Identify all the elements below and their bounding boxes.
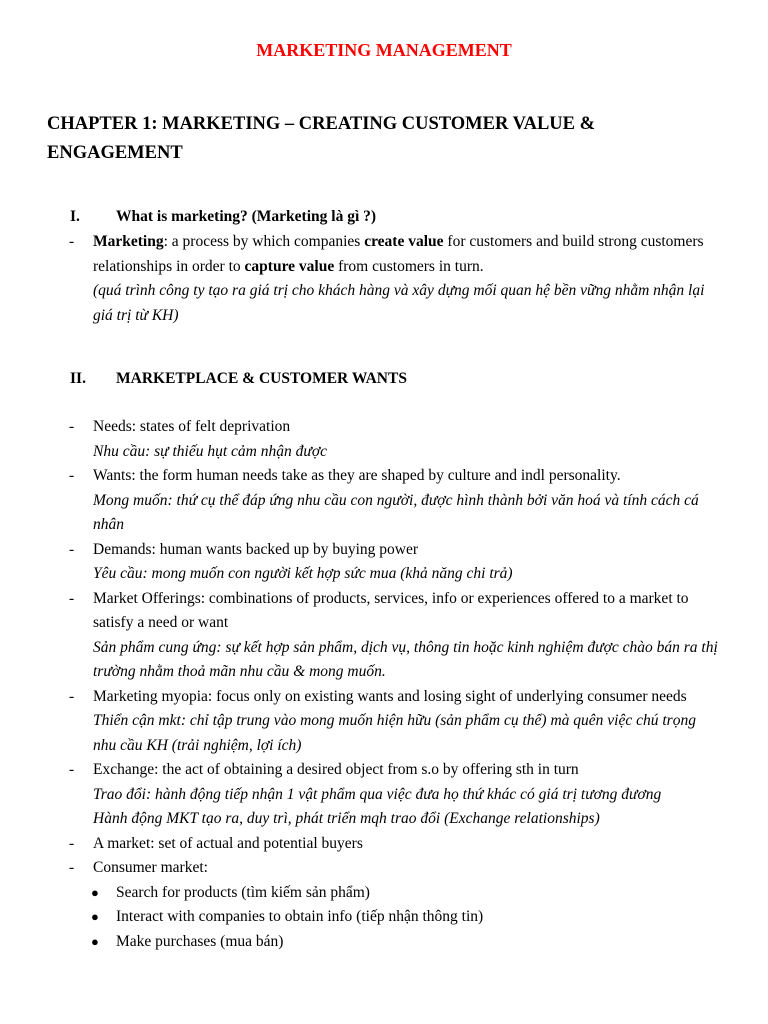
section-1-list — [0, 230, 768, 328]
section-1-number: I. — [70, 208, 80, 225]
section-1-heading — [70, 205, 376, 229]
section-2-list — [0, 415, 768, 954]
item-english: Demands: human wants backed up by buying power — [93, 540, 419, 558]
definition-translation: (quá trình công ty tạo ra giá trị cho khách hàng và xây dựng mối quan hệ bền vững nhằm nhận lại giá trị từ KH) — [93, 282, 705, 324]
item-english: Exchange: the act of obtaining a desired object from s.o by offering sth in turn — [93, 761, 579, 778]
list-item — [0, 538, 768, 587]
dash-marker: - — [69, 233, 75, 250]
dash-marker: - — [69, 834, 75, 852]
item-vietnamese: Yêu cầu: mong muốn con người kết hợp sức mua (khả năng chi trả) — [93, 565, 513, 582]
list-item — [0, 758, 768, 832]
bullet-icon: ● — [91, 933, 99, 949]
bullet-icon: ● — [91, 884, 99, 900]
list-item — [0, 415, 768, 464]
section-2-title: MARKETPLACE & CUSTOMER WANTS — [116, 370, 407, 387]
item-english: Market Offerings: combinations of products, services, info or experiences offered to a market to satisfy a need or want — [93, 589, 689, 631]
dash-marker: - — [69, 540, 75, 558]
section-1-title: What is marketing? (Marketing là gì ?) — [116, 208, 377, 225]
marketing-definition — [0, 230, 768, 328]
definition-text: from customers in turn. — [334, 257, 484, 275]
list-item — [0, 832, 768, 857]
definition-text: for customers and build strong customers relationships in order to — [93, 233, 704, 275]
list-item — [0, 685, 768, 759]
item-vietnamese: Nhu cầu: sự thiếu hụt cảm nhận được — [93, 442, 327, 460]
item-english: A market: set of actual and potential buyers — [93, 834, 363, 852]
bullet-icon: ● — [91, 909, 99, 924]
section-2-heading — [70, 367, 407, 391]
dash-marker: - — [69, 589, 75, 607]
item-english: Consumer market: — [93, 859, 208, 876]
item-english: Wants: the form human needs take as they are shaped by culture and indl personality. — [93, 467, 621, 484]
item-vietnamese: Thiển cận mkt: chỉ tập trung vào mong muốn hiện hữu (sản phẩm cụ thể) mà quên việc chú trọng nhu cầu KH (trải nghiệm, lợi ích) — [93, 712, 696, 754]
bullet-item — [0, 881, 768, 906]
document-title: MARKETING MANAGEMENT — [256, 40, 512, 60]
list-item — [0, 464, 768, 538]
dash-marker: - — [69, 859, 75, 876]
definition-bold: capture value — [244, 257, 335, 275]
definition-term: Marketing — [93, 233, 164, 250]
item-vietnamese: Sản phẩm cung ứng: sự kết hợp sản phẩm, dịch vụ, thông tin hoặc kinh nghiệm được chào bán ra thị trường nhằm thoả mãn nhu cầu & mong muốn. — [93, 638, 718, 680]
list-item — [0, 587, 768, 685]
item-english: Needs: states of felt deprivation — [93, 418, 291, 435]
item-vietnamese: Trao đổi: hành động tiếp nhận 1 vật phẩm qua việc đưa họ thứ khác có giá trị tương đương — [93, 785, 662, 803]
list-item — [0, 856, 768, 881]
bullet-text: Interact with companies to obtain info (tiếp nhận thông tin) — [116, 908, 484, 925]
item-vietnamese-extra: Hành động MKT tạo ra, duy trì, phát triển mqh trao đổi (Exchange relationships) — [93, 810, 600, 827]
definition-text: : a process by which companies — [163, 233, 365, 250]
definition-bold: create value — [364, 233, 444, 250]
bullet-text: Search for products (tìm kiếm sản phẩm) — [116, 883, 370, 901]
dash-marker: - — [69, 418, 75, 435]
dash-marker: - — [69, 761, 75, 778]
bullet-item — [0, 930, 768, 955]
dash-marker: - — [69, 467, 75, 484]
bullet-text: Make purchases (mua bán) — [116, 932, 284, 950]
item-english: Marketing myopia: focus only on existing wants and losing sight of underlying consumer needs — [93, 687, 687, 705]
dash-marker: - — [69, 687, 75, 705]
chapter-heading: CHAPTER 1: MARKETING – CREATING CUSTOMER VALUE & ENGAGEMENT — [47, 114, 596, 163]
item-vietnamese: Mong muốn: thứ cụ thể đáp ứng nhu cầu con người, được hình thành bởi văn hoá và tính cách cá nhân — [93, 491, 699, 533]
bullet-item — [0, 905, 768, 930]
section-2-number: II. — [70, 370, 86, 387]
